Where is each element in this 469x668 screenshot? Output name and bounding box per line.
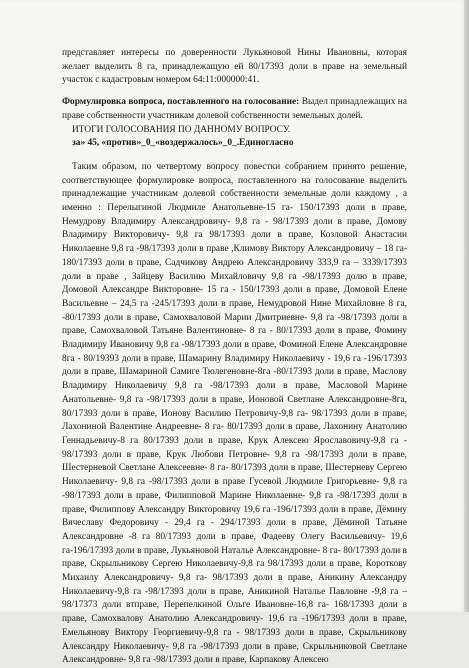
- page-edge-shadow: [464, 0, 469, 612]
- wording-label: Формулировка вопроса, поставленного на голосование:: [62, 97, 300, 108]
- question-wording-block: [62, 96, 407, 151]
- question-wording: [62, 96, 407, 123]
- decision-paragraph: Таким образом, по четвертому вопросу повестки собранием принято решение, соответствующее формулировке вопроса, поставленного на голосование выделить принадлежащие участникам долевой собственности земельные доли каждому , а именно : Перелыгиной Людмиле Анатольевне-15 га- 150/17393 доли в праве, Немудрову Владимиру Александровичу- 9,8 га - 98/17393 доли в праве, Домову Владимиру Викторовичу- 9,8 га 98/17393 доли в праве, Козловой Анастасии Николаевне 9,8 га -98/17393 доли в праве ,Климову Виктору Александровичу – 18 га- 180/17393 доли в праве, Садчикову Андрею Александровичу 333,9 га – 3339/17393 доли в праве , Зайцеву Василию Михайловичу 9,8 га -98/17393 долю в праве, Домовой Александре Викторовне- 15 га - 150/17393 доли в праве, Домовой Елене Васильевне – 24,5 га -245/17393 доли в праве, Немудровой Нине Михайловне 8 га, -80/17393 доли в праве, Самохваловой Марии Дмитриевне- 9,8 га -98/17393 доли в праве, Самохваловой Татьяне Валентиновне- 8 га - 80/17393 доли в праве, Фомину Владимиру Ивановичу 9,8 га -98/17393 доли в праве, Фоминой Елене Александровне 8га - 80/19393 доли в праве, Шамарину Владимиру Николаевичу - 19,6 га -196/17393 доли в праве, Шамариной Самиге Тюлегеновне-8га -80/17393 доли в праве, Маслову Владимиру Николаевичу 9,8 га -98/17393 доли в праве, Масловой Марине Анатольевне- 9,8 га -98/17393 доли в праве, Ионовой Светлане Александровне-8га, 80/17393 доли в праве, Ионову Василию Петровичу-9,8 га- 98/17393 доли в праве, Лахониной Валентине Андреевне- 8 га- 80/17393 доли в праве, Лахонину Анатолию Геннадьевичу-8 га 80/17393 доли в праве, Крук Алексею Ярославовичу-9,8 га - 98/17393 доли в праве, Крук Любови Петровне- 9,8 га -98/17393 доли в праве, Шестерневой Светлане Алексеевне- 8 га- 80/17393 доли в праве, Шестерневу Сергею Николаевичу- 9,8 га -98/17393 доли в праве Гусевой Людмиле Григорьевне- 9,8 га -98/17393 доли в праве, Филипповой Марине Николаевне- 9,8 га -98/17393 доли в праве, Филиппову Александру Викторовичу 19,6 га -196/17393 доли в праве, Дёмину Вячеславу Федоровичу - 29,4 га - 294/17393 доли в праве, Дёминой Татьяне Александровне -8 га 80/17393 доли в праве, Фадееву Олегу Васильевичу- 19,6 га-196/17393 доли в праве, Лукьяновой Наталье Александровне- 8 га- 80/17393 доли в праве, Скрыльникову Сергею Николаевичу-9,8 га 98/17393 доли в праве, Короткову Михаилу Александровичу- 9,8 га- 98/17393 доли в праве, Аникину Александру Николаевичу-9,8 га -98/17393 доли в праве, Аникиной Наталье Павловне -9,8 га – 98/17373 доли втправе, Перепелкиной Ольге Ивановне-16,8 га- 168/17393 доли в праве, Самохвалову Анатолию Александровичу- 19,6 га -196/17393 доли в праве, Емельянову Виктору Георгиевичу-9,8 га - 98/17393 доли в праве, Скрыльникову Александру Николаевичу- 9,8 га -98/17393 доли в праве, Скрыльниковой Светлане Александровне- 9,8 га -98/17393 доли в праве, Карпакову Алексею: [62, 161, 407, 666]
- wording-text: Выдел принадлежащих на праве собственности участникам долевой собственности земельных долей.: [62, 97, 407, 121]
- results-line: за» 45, «против»_0_«воздержалось»_0_.Единогласно: [72, 138, 294, 149]
- intro-paragraph: представляет интересы по доверенности Лукьяновой Нины Ивановны, которая желает выделить 8 га, принадлежащую ей 80/17393 доли в праве на земельный участок с кадастровым номером 64:11:000000:41.: [62, 48, 407, 86]
- document-content: [62, 47, 407, 668]
- results-title: ИТОГИ ГОЛОСОВАНИЯ ПО ДАННОМУ ВОПРОСУ.: [72, 124, 291, 135]
